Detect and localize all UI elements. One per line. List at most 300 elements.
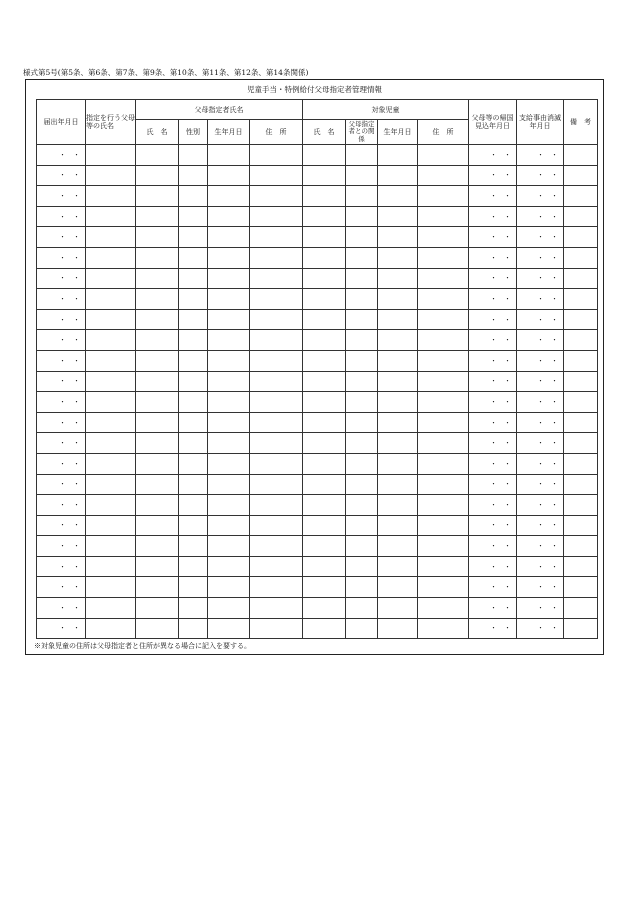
date-cell[interactable]: ・ ・ [469, 247, 517, 268]
date-cell[interactable]: ・ ・ [517, 268, 564, 289]
entry-cell[interactable] [564, 247, 598, 268]
entry-cell[interactable] [418, 536, 469, 557]
date-cell[interactable]: ・ ・ [37, 268, 86, 289]
date-cell[interactable]: ・ ・ [517, 371, 564, 392]
entry-cell[interactable] [208, 412, 250, 433]
date-cell[interactable]: ・ ・ [469, 433, 517, 454]
date-cell[interactable]: ・ ・ [469, 206, 517, 227]
entry-cell[interactable] [208, 536, 250, 557]
entry-cell[interactable] [179, 412, 208, 433]
entry-cell[interactable] [250, 289, 303, 310]
entry-cell[interactable] [303, 247, 346, 268]
date-cell[interactable]: ・ ・ [517, 474, 564, 495]
entry-cell[interactable] [303, 268, 346, 289]
date-cell[interactable]: ・ ・ [469, 145, 517, 166]
entry-cell[interactable] [208, 392, 250, 413]
entry-cell[interactable] [564, 268, 598, 289]
date-cell[interactable]: ・ ・ [37, 309, 86, 330]
entry-cell[interactable] [346, 536, 378, 557]
entry-cell[interactable] [86, 371, 136, 392]
date-cell[interactable]: ・ ・ [469, 474, 517, 495]
entry-cell[interactable] [378, 145, 418, 166]
entry-cell[interactable] [564, 330, 598, 351]
date-cell[interactable]: ・ ・ [517, 165, 564, 186]
entry-cell[interactable] [208, 515, 250, 536]
date-cell[interactable]: ・ ・ [37, 371, 86, 392]
entry-cell[interactable] [179, 618, 208, 639]
entry-cell[interactable] [86, 227, 136, 248]
entry-cell[interactable] [303, 145, 346, 166]
entry-cell[interactable] [346, 598, 378, 619]
entry-cell[interactable] [418, 598, 469, 619]
entry-cell[interactable] [346, 289, 378, 310]
entry-cell[interactable] [179, 453, 208, 474]
date-cell[interactable]: ・ ・ [37, 227, 86, 248]
entry-cell[interactable] [136, 309, 179, 330]
entry-cell[interactable] [179, 268, 208, 289]
entry-cell[interactable] [418, 474, 469, 495]
date-cell[interactable]: ・ ・ [469, 618, 517, 639]
date-cell[interactable]: ・ ・ [37, 515, 86, 536]
entry-cell[interactable] [303, 330, 346, 351]
entry-cell[interactable] [303, 453, 346, 474]
entry-cell[interactable] [86, 165, 136, 186]
entry-cell[interactable] [136, 227, 179, 248]
entry-cell[interactable] [208, 371, 250, 392]
date-cell[interactable]: ・ ・ [37, 330, 86, 351]
entry-cell[interactable] [346, 227, 378, 248]
entry-cell[interactable] [179, 474, 208, 495]
entry-cell[interactable] [250, 495, 303, 516]
date-cell[interactable]: ・ ・ [517, 453, 564, 474]
entry-cell[interactable] [564, 474, 598, 495]
date-cell[interactable]: ・ ・ [469, 536, 517, 557]
entry-cell[interactable] [208, 453, 250, 474]
entry-cell[interactable] [208, 556, 250, 577]
date-cell[interactable]: ・ ・ [469, 227, 517, 248]
entry-cell[interactable] [179, 556, 208, 577]
entry-cell[interactable] [86, 412, 136, 433]
entry-cell[interactable] [564, 227, 598, 248]
date-cell[interactable]: ・ ・ [37, 536, 86, 557]
entry-cell[interactable] [303, 371, 346, 392]
entry-cell[interactable] [179, 186, 208, 207]
date-cell[interactable]: ・ ・ [517, 206, 564, 227]
entry-cell[interactable] [346, 186, 378, 207]
entry-cell[interactable] [378, 392, 418, 413]
entry-cell[interactable] [136, 556, 179, 577]
entry-cell[interactable] [418, 289, 469, 310]
entry-cell[interactable] [250, 330, 303, 351]
entry-cell[interactable] [564, 536, 598, 557]
entry-cell[interactable] [179, 433, 208, 454]
entry-cell[interactable] [303, 515, 346, 536]
entry-cell[interactable] [208, 577, 250, 598]
entry-cell[interactable] [179, 206, 208, 227]
date-cell[interactable]: ・ ・ [517, 227, 564, 248]
entry-cell[interactable] [346, 309, 378, 330]
entry-cell[interactable] [564, 618, 598, 639]
entry-cell[interactable] [208, 289, 250, 310]
entry-cell[interactable] [179, 577, 208, 598]
entry-cell[interactable] [418, 495, 469, 516]
entry-cell[interactable] [418, 206, 469, 227]
entry-cell[interactable] [378, 247, 418, 268]
entry-cell[interactable] [86, 453, 136, 474]
entry-cell[interactable] [208, 227, 250, 248]
date-cell[interactable]: ・ ・ [469, 289, 517, 310]
entry-cell[interactable] [564, 433, 598, 454]
entry-cell[interactable] [250, 350, 303, 371]
date-cell[interactable]: ・ ・ [517, 350, 564, 371]
entry-cell[interactable] [303, 556, 346, 577]
date-cell[interactable]: ・ ・ [517, 145, 564, 166]
entry-cell[interactable] [378, 618, 418, 639]
entry-cell[interactable] [346, 206, 378, 227]
entry-cell[interactable] [179, 145, 208, 166]
entry-cell[interactable] [208, 247, 250, 268]
entry-cell[interactable] [208, 474, 250, 495]
entry-cell[interactable] [564, 145, 598, 166]
date-cell[interactable]: ・ ・ [469, 598, 517, 619]
date-cell[interactable]: ・ ・ [469, 186, 517, 207]
entry-cell[interactable] [86, 350, 136, 371]
entry-cell[interactable] [418, 268, 469, 289]
entry-cell[interactable] [564, 165, 598, 186]
entry-cell[interactable] [86, 289, 136, 310]
date-cell[interactable]: ・ ・ [517, 556, 564, 577]
entry-cell[interactable] [250, 227, 303, 248]
entry-cell[interactable] [86, 330, 136, 351]
entry-cell[interactable] [136, 289, 179, 310]
entry-cell[interactable] [250, 268, 303, 289]
entry-cell[interactable] [346, 330, 378, 351]
entry-cell[interactable] [418, 186, 469, 207]
entry-cell[interactable] [303, 474, 346, 495]
entry-cell[interactable] [86, 577, 136, 598]
entry-cell[interactable] [564, 371, 598, 392]
entry-cell[interactable] [564, 412, 598, 433]
entry-cell[interactable] [303, 186, 346, 207]
entry-cell[interactable] [86, 433, 136, 454]
date-cell[interactable]: ・ ・ [517, 536, 564, 557]
entry-cell[interactable] [179, 247, 208, 268]
date-cell[interactable]: ・ ・ [517, 495, 564, 516]
entry-cell[interactable] [208, 598, 250, 619]
date-cell[interactable]: ・ ・ [37, 556, 86, 577]
entry-cell[interactable] [86, 495, 136, 516]
entry-cell[interactable] [136, 145, 179, 166]
entry-cell[interactable] [208, 433, 250, 454]
entry-cell[interactable] [250, 433, 303, 454]
entry-cell[interactable] [418, 433, 469, 454]
entry-cell[interactable] [564, 577, 598, 598]
entry-cell[interactable] [303, 412, 346, 433]
entry-cell[interactable] [346, 392, 378, 413]
entry-cell[interactable] [303, 618, 346, 639]
entry-cell[interactable] [136, 268, 179, 289]
entry-cell[interactable] [418, 412, 469, 433]
entry-cell[interactable] [346, 433, 378, 454]
date-cell[interactable]: ・ ・ [517, 289, 564, 310]
entry-cell[interactable] [564, 515, 598, 536]
date-cell[interactable]: ・ ・ [469, 309, 517, 330]
date-cell[interactable]: ・ ・ [517, 598, 564, 619]
entry-cell[interactable] [250, 206, 303, 227]
date-cell[interactable]: ・ ・ [517, 309, 564, 330]
entry-cell[interactable] [564, 186, 598, 207]
entry-cell[interactable] [346, 453, 378, 474]
date-cell[interactable]: ・ ・ [517, 412, 564, 433]
entry-cell[interactable] [208, 145, 250, 166]
entry-cell[interactable] [136, 618, 179, 639]
entry-cell[interactable] [418, 371, 469, 392]
entry-cell[interactable] [564, 556, 598, 577]
entry-cell[interactable] [86, 247, 136, 268]
date-cell[interactable]: ・ ・ [517, 247, 564, 268]
entry-cell[interactable] [346, 412, 378, 433]
entry-cell[interactable] [378, 556, 418, 577]
date-cell[interactable]: ・ ・ [517, 515, 564, 536]
entry-cell[interactable] [418, 227, 469, 248]
entry-cell[interactable] [378, 495, 418, 516]
entry-cell[interactable] [418, 309, 469, 330]
entry-cell[interactable] [346, 371, 378, 392]
entry-cell[interactable] [418, 515, 469, 536]
entry-cell[interactable] [86, 206, 136, 227]
entry-cell[interactable] [346, 268, 378, 289]
date-cell[interactable]: ・ ・ [469, 556, 517, 577]
entry-cell[interactable] [179, 598, 208, 619]
entry-cell[interactable] [86, 536, 136, 557]
entry-cell[interactable] [86, 515, 136, 536]
entry-cell[interactable] [208, 495, 250, 516]
entry-cell[interactable] [179, 289, 208, 310]
entry-cell[interactable] [250, 598, 303, 619]
date-cell[interactable]: ・ ・ [37, 165, 86, 186]
entry-cell[interactable] [418, 556, 469, 577]
date-cell[interactable]: ・ ・ [37, 577, 86, 598]
entry-cell[interactable] [346, 577, 378, 598]
entry-cell[interactable] [303, 433, 346, 454]
entry-cell[interactable] [86, 556, 136, 577]
entry-cell[interactable] [86, 268, 136, 289]
entry-cell[interactable] [208, 165, 250, 186]
date-cell[interactable]: ・ ・ [517, 618, 564, 639]
entry-cell[interactable] [208, 350, 250, 371]
date-cell[interactable]: ・ ・ [37, 598, 86, 619]
date-cell[interactable]: ・ ・ [469, 453, 517, 474]
date-cell[interactable]: ・ ・ [517, 433, 564, 454]
entry-cell[interactable] [378, 412, 418, 433]
entry-cell[interactable] [418, 618, 469, 639]
entry-cell[interactable] [136, 392, 179, 413]
entry-cell[interactable] [136, 495, 179, 516]
date-cell[interactable]: ・ ・ [469, 350, 517, 371]
entry-cell[interactable] [378, 206, 418, 227]
entry-cell[interactable] [346, 495, 378, 516]
entry-cell[interactable] [136, 474, 179, 495]
entry-cell[interactable] [303, 598, 346, 619]
entry-cell[interactable] [303, 227, 346, 248]
entry-cell[interactable] [136, 206, 179, 227]
entry-cell[interactable] [418, 165, 469, 186]
entry-cell[interactable] [136, 536, 179, 557]
entry-cell[interactable] [136, 577, 179, 598]
entry-cell[interactable] [378, 474, 418, 495]
date-cell[interactable]: ・ ・ [37, 247, 86, 268]
entry-cell[interactable] [346, 515, 378, 536]
entry-cell[interactable] [564, 309, 598, 330]
entry-cell[interactable] [250, 165, 303, 186]
entry-cell[interactable] [179, 515, 208, 536]
date-cell[interactable]: ・ ・ [37, 433, 86, 454]
entry-cell[interactable] [179, 392, 208, 413]
entry-cell[interactable] [378, 309, 418, 330]
date-cell[interactable]: ・ ・ [37, 412, 86, 433]
date-cell[interactable]: ・ ・ [469, 268, 517, 289]
entry-cell[interactable] [378, 289, 418, 310]
entry-cell[interactable] [418, 330, 469, 351]
entry-cell[interactable] [86, 618, 136, 639]
entry-cell[interactable] [378, 165, 418, 186]
date-cell[interactable]: ・ ・ [469, 412, 517, 433]
entry-cell[interactable] [303, 536, 346, 557]
entry-cell[interactable] [136, 330, 179, 351]
entry-cell[interactable] [346, 145, 378, 166]
entry-cell[interactable] [86, 145, 136, 166]
entry-cell[interactable] [136, 186, 179, 207]
entry-cell[interactable] [179, 309, 208, 330]
date-cell[interactable]: ・ ・ [37, 474, 86, 495]
entry-cell[interactable] [418, 350, 469, 371]
entry-cell[interactable] [346, 474, 378, 495]
entry-cell[interactable] [303, 206, 346, 227]
entry-cell[interactable] [564, 206, 598, 227]
entry-cell[interactable] [303, 577, 346, 598]
entry-cell[interactable] [179, 330, 208, 351]
entry-cell[interactable] [303, 392, 346, 413]
date-cell[interactable]: ・ ・ [37, 618, 86, 639]
entry-cell[interactable] [179, 495, 208, 516]
entry-cell[interactable] [564, 453, 598, 474]
entry-cell[interactable] [378, 186, 418, 207]
entry-cell[interactable] [303, 289, 346, 310]
date-cell[interactable]: ・ ・ [37, 392, 86, 413]
entry-cell[interactable] [418, 392, 469, 413]
entry-cell[interactable] [136, 433, 179, 454]
entry-cell[interactable] [418, 247, 469, 268]
date-cell[interactable]: ・ ・ [37, 186, 86, 207]
entry-cell[interactable] [378, 598, 418, 619]
entry-cell[interactable] [378, 227, 418, 248]
entry-cell[interactable] [346, 247, 378, 268]
entry-cell[interactable] [208, 206, 250, 227]
entry-cell[interactable] [303, 350, 346, 371]
entry-cell[interactable] [250, 556, 303, 577]
entry-cell[interactable] [208, 330, 250, 351]
entry-cell[interactable] [378, 433, 418, 454]
date-cell[interactable]: ・ ・ [469, 495, 517, 516]
entry-cell[interactable] [564, 598, 598, 619]
date-cell[interactable]: ・ ・ [469, 392, 517, 413]
entry-cell[interactable] [250, 145, 303, 166]
entry-cell[interactable] [136, 371, 179, 392]
date-cell[interactable]: ・ ・ [37, 206, 86, 227]
entry-cell[interactable] [250, 474, 303, 495]
date-cell[interactable]: ・ ・ [469, 371, 517, 392]
entry-cell[interactable] [250, 247, 303, 268]
date-cell[interactable]: ・ ・ [517, 330, 564, 351]
entry-cell[interactable] [136, 453, 179, 474]
entry-cell[interactable] [136, 412, 179, 433]
entry-cell[interactable] [564, 495, 598, 516]
entry-cell[interactable] [303, 309, 346, 330]
date-cell[interactable]: ・ ・ [469, 165, 517, 186]
entry-cell[interactable] [303, 495, 346, 516]
entry-cell[interactable] [564, 289, 598, 310]
entry-cell[interactable] [564, 350, 598, 371]
entry-cell[interactable] [346, 165, 378, 186]
entry-cell[interactable] [346, 618, 378, 639]
entry-cell[interactable] [86, 474, 136, 495]
entry-cell[interactable] [378, 453, 418, 474]
date-cell[interactable]: ・ ・ [517, 392, 564, 413]
entry-cell[interactable] [378, 371, 418, 392]
date-cell[interactable]: ・ ・ [37, 350, 86, 371]
entry-cell[interactable] [346, 556, 378, 577]
date-cell[interactable]: ・ ・ [37, 145, 86, 166]
entry-cell[interactable] [250, 453, 303, 474]
date-cell[interactable]: ・ ・ [37, 453, 86, 474]
entry-cell[interactable] [418, 145, 469, 166]
entry-cell[interactable] [208, 309, 250, 330]
entry-cell[interactable] [564, 392, 598, 413]
entry-cell[interactable] [378, 536, 418, 557]
date-cell[interactable]: ・ ・ [469, 515, 517, 536]
date-cell[interactable]: ・ ・ [517, 186, 564, 207]
entry-cell[interactable] [136, 350, 179, 371]
date-cell[interactable]: ・ ・ [469, 577, 517, 598]
entry-cell[interactable] [418, 453, 469, 474]
entry-cell[interactable] [378, 577, 418, 598]
entry-cell[interactable] [250, 309, 303, 330]
entry-cell[interactable] [418, 577, 469, 598]
entry-cell[interactable] [378, 515, 418, 536]
entry-cell[interactable] [136, 165, 179, 186]
date-cell[interactable]: ・ ・ [517, 577, 564, 598]
entry-cell[interactable] [250, 515, 303, 536]
entry-cell[interactable] [250, 618, 303, 639]
entry-cell[interactable] [208, 186, 250, 207]
date-cell[interactable]: ・ ・ [469, 330, 517, 351]
entry-cell[interactable] [346, 350, 378, 371]
entry-cell[interactable] [250, 536, 303, 557]
entry-cell[interactable] [136, 515, 179, 536]
entry-cell[interactable] [250, 412, 303, 433]
entry-cell[interactable] [378, 268, 418, 289]
entry-cell[interactable] [86, 598, 136, 619]
entry-cell[interactable] [179, 350, 208, 371]
entry-cell[interactable] [179, 536, 208, 557]
entry-cell[interactable] [250, 371, 303, 392]
date-cell[interactable]: ・ ・ [37, 289, 86, 310]
entry-cell[interactable] [86, 186, 136, 207]
entry-cell[interactable] [303, 165, 346, 186]
entry-cell[interactable] [136, 247, 179, 268]
entry-cell[interactable] [250, 392, 303, 413]
entry-cell[interactable] [179, 227, 208, 248]
